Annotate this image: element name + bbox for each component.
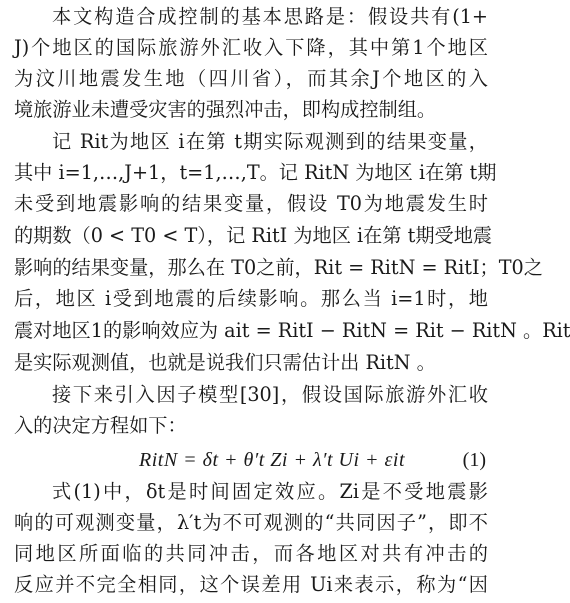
text-line: J)个地区的国际旅游外汇收入下降，其中第1个地区 [14, 36, 488, 59]
equation-formula: RitN = δt + θ′t Zi + λ′t Ui + εit [139, 449, 406, 471]
text-line: 未受到地震影响的结果变量，假设 T0为地震发生时 [14, 192, 488, 215]
text-line: 是实际观测值，也就是说我们只需估计出 RitN 。 [14, 351, 436, 374]
text-line: 接下来引入因子模型[30]，假设国际旅游外汇收 [52, 383, 488, 406]
text-line: 震对地区1的影响效应为 ait = RitI − RitN = Rit − RitN 。Rit [14, 319, 570, 342]
equation-number: (1) [462, 449, 486, 471]
text-line: 影响的结果变量，那么在 T0之前，Rit = RitN = RitI；T0之 [14, 256, 543, 279]
text-line: 入的决定方程如下： [14, 414, 187, 437]
text-line: 本文构造合成控制的基本思路是：假设共有(1+ [52, 5, 488, 28]
text-line: 式(1)中，δt是时间固定效应。Zi是不受地震影 [52, 480, 488, 503]
text-line: 境旅游业未遭受灾害的强烈冲击，即构成控制组。 [14, 98, 437, 121]
text-line: 同地区所面临的共同冲击，而各地区对共有冲击的 [14, 542, 488, 565]
text-line: 后，地区 i受到地震的后续影响。那么当 i=1时，地 [14, 287, 488, 310]
text-line: 的期数（0 < T0 < T），记 RitI 为地区 i在第 t期受地震 [14, 224, 493, 247]
text-line: 反应并不完全相同，这个误差用 Ui来表示，称为“因 [14, 573, 488, 596]
text-line: 响的可观测变量，λ′t为不可观测的“共同因子”，即不 [14, 511, 488, 534]
equation-1 [0, 443, 500, 477]
text-line: 为汶川地震发生地（四川省），而其余J个地区的入 [14, 67, 488, 90]
text-line: 其中 i=1,…,J+1，t=1,…,T。记 RitN 为地区 i在第 t期 [14, 161, 497, 184]
text-line: 记 Rit为地区 i在第 t期实际观测到的结果变量， [52, 130, 488, 153]
